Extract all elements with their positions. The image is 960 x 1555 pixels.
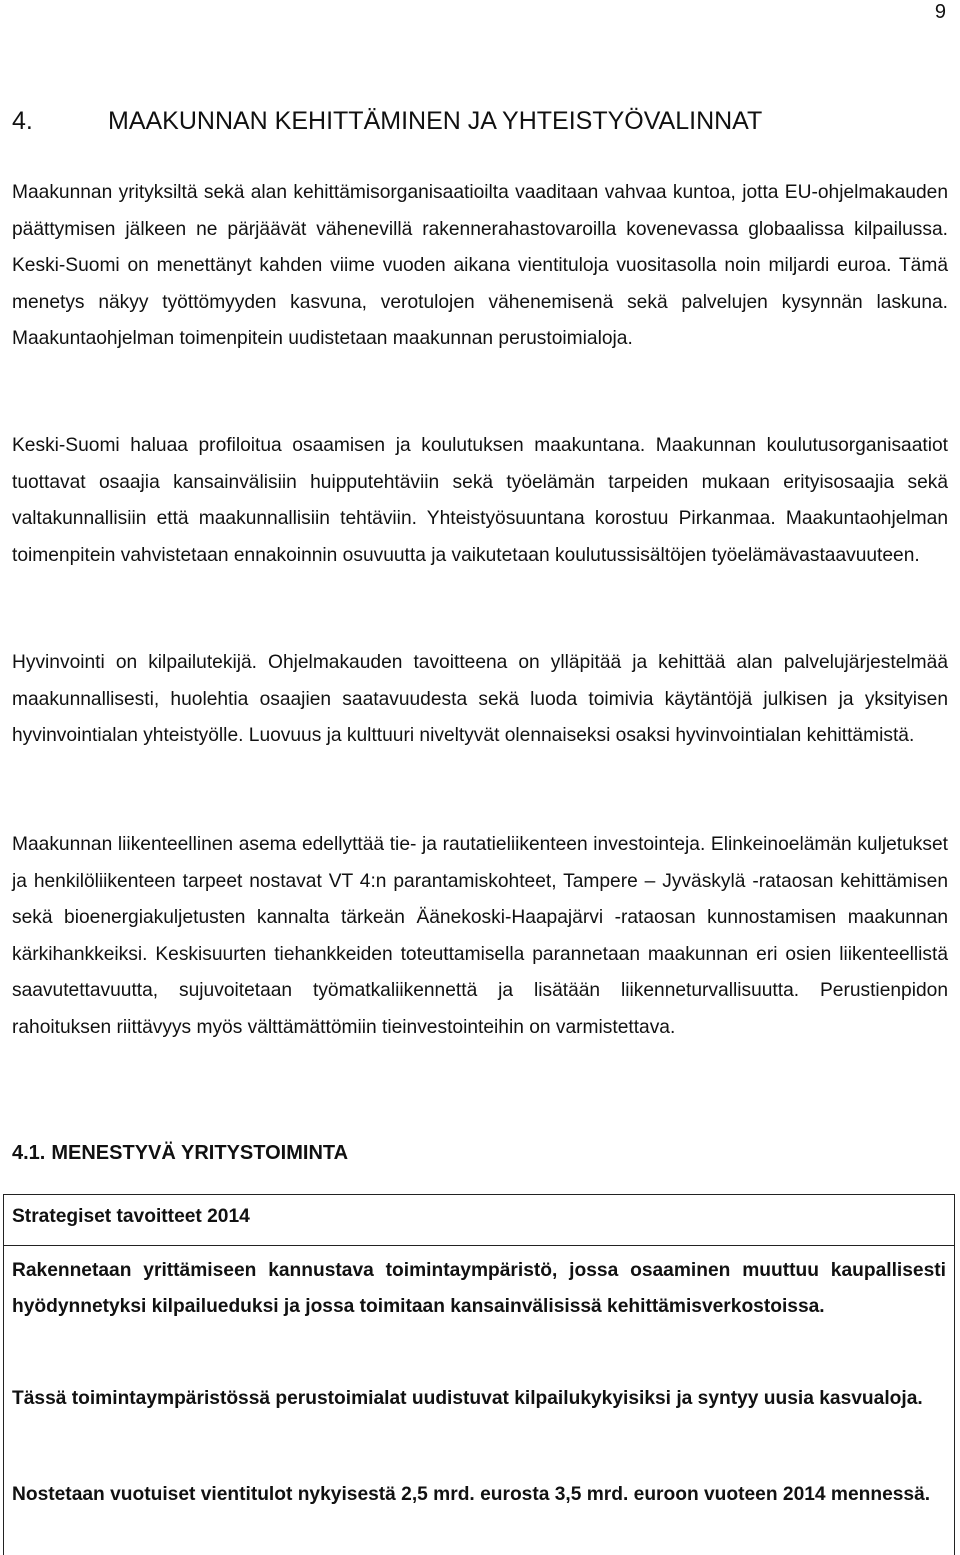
goal-item: Tässä toimintaympäristössä perustoimialat uudistuvat kilpailukykyisiksi ja syntyy uusia kasvualoja. xyxy=(12,1388,923,1409)
subsection-heading xyxy=(12,1137,348,1169)
section-heading xyxy=(12,104,762,138)
section-title: MAAKUNNAN KEHITTÄMINEN JA YHTEISTYÖVALINNAT xyxy=(108,107,763,135)
paragraph-wellbeing: Hyvinvointi on kilpailutekijä. Ohjelmakauden tavoitteena on ylläpitää ja kehittää alan palvelujärjestelmää maakunnallisesti, huolehtia osaajien saatavuudesta sekä luoda toimivia käytäntöjä julkisen ja yksityisen hyvinvointialan yhteistyölle. Luovuus ja kulttuuri niveltyvät olennaiseksi osaksi hyvinvointialan kehittämistä. xyxy=(12,652,948,746)
strategic-goals-box xyxy=(3,1194,955,1555)
section-number: 4. xyxy=(12,107,33,135)
paragraph-economy: Maakunnan yrityksiltä sekä alan kehittämisorganisaatioilta vaaditaan vahvaa kuntoa, jotta EU-ohjelmakauden päättymisen jälkeen ne pärjäävät vähenevillä rakennerahastovaroilla kovenevassa globaalissa kilpailussa. Keski-Suomi on menettänyt kahden viime vuoden aikana vientituloja vuositasolla noin miljardi euroa. Tämä menetys näkyy työttömyyden kasvuna, verotulojen vähenemisenä sekä palvelujen kysynnän laskuna. Maakuntaohjelman toimenpitein uudistetaan maakunnan perustoimialoja. xyxy=(12,182,948,349)
subsection-title: MENESTYVÄ YRITYSTOIMINTA xyxy=(51,1142,349,1164)
paragraph-transport: Maakunnan liikenteellinen asema edellyttää tie- ja rautatieliikenteen investointeja. Elinkeinoelämän kuljetukset ja henkilöliikenteen tarpeet nostavat VT 4:n parantamiskohteet, Tampere – Jyväskylä -rataosan kehittämisen sekä bioenergiakuljetusten kannalta tärkeän Äänekoski-Haapajärvi -rataosan kunnostamisen maakunnan kärkihankkeiksi. Keskisuurten tiehankkeiden toteuttamisella parannetaan maakunnan eri osien liikenteellistä saavutettavuutta, sujuvoitetaan työmatkaliikennettä ja lisätään liikenneturvallisuutta. Perustienpidon rahoituksen riittävyys myös välttämättömiin tieinvestointeihin on varmistettava. xyxy=(12,834,948,1038)
subsection-number: 4.1. xyxy=(12,1142,46,1164)
page-number: 9 xyxy=(934,1,946,23)
paragraph-education: Keski-Suomi haluaa profiloitua osaamisen ja koulutuksen maakuntana. Maakunnan koulutusorganisaatiot tuottavat osaajia kansainvälisiin huipputehtäviin sekä työelämän tarpeiden mukaan erityisosaajia sekä valtakunnallisiin että maakunnallisiin tehtäviin. Yhteistyösuuntana korostuu Pirkanmaa. Maakuntaohjelman toimenpitein vahvistetaan ennakoinnin osuvuutta ja vaikutetaan koulutussisältöjen työelämävastaavuuteen. xyxy=(12,435,948,566)
goals-box-title: Strategiset tavoitteet 2014 xyxy=(12,1206,250,1227)
goal-item: Nostetaan vuotuiset vientitulot nykyisestä 2,5 mrd. eurosta 3,5 mrd. euroon vuoteen 2014 mennessä. xyxy=(12,1484,931,1505)
goals-box-divider xyxy=(4,1245,954,1246)
goal-item: Rakennetaan yrittämiseen kannustava toimintaympäristö, jossa osaaminen muuttuu kaupallisesti hyödynnetyksi kilpailueduksi ja jossa toimitaan kansainvälisissä kehittämisverkostoissa. xyxy=(12,1260,946,1317)
